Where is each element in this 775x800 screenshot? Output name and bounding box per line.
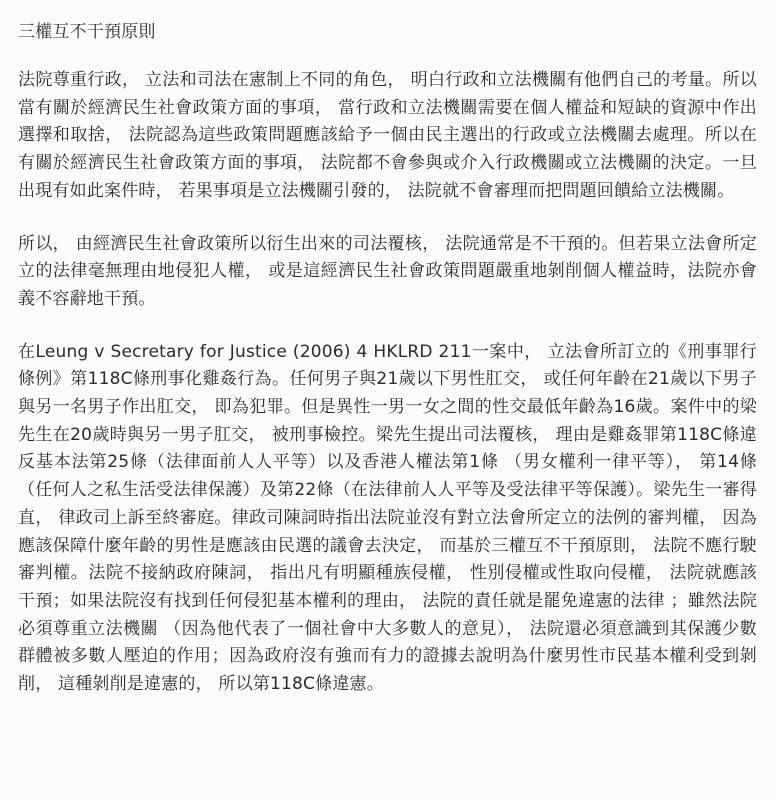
paragraph-1: 法院尊重行政， 立法和司法在憲制上不同的角色， 明白行政和立法機關有他們自己的考量。所以當有關於經濟民生社會政策方面的事項， 當行政和立法機關需要在個人權益和短缺的資源中作出選擇和取捨， 法院認為這些政策問題應該給予一個由民主選出的行政或立法機關去處理。所以在有關於經濟民生社會政策方面的事項， 法院都不會參與或介入行政機關或立法機關的決定。一旦出現有如此案件時， 若果事項是立法機關引發的， 法院就不會審理而把問題回饋給立法機關。 xyxy=(18,70,757,201)
section-heading: 三權互不干預原則 xyxy=(18,22,156,42)
paragraph-2: 所以， 由經濟民生社會政策所以衍生出來的司法覆核， 法院通常是不干預的。但若果立法會所定立的法律毫無理由地侵犯人權， 或是這經濟民生社會政策問題嚴重地剝削個人權益時，法院亦會義不容辭地干預。 xyxy=(18,233,757,309)
paragraph-3: 在Leung v Secretary for Justice (2006) 4 HKLRD 211一案中， 立法會所訂立的《刑事罪行條例》第118C條刑事化雞姦行為。任何男子與21歲以下男性肛交， 或任何年齡在21歲以下男子與另一名男子作出肛交， 即為犯罪。但是異性一男一女之間的性交最低年齡為16歲。案件中的梁先生在20歲時與另一男子肛交， 被刑事檢控。梁先生提出司法覆核， 理由是雞姦罪第118C條違反基本法第25條（法律面前人人平等）以及香港人權法第1條 （男女權利一律平等）， 第14條（任何人之私生活受法律保護）及第22條（在法律前人人平等及受法律平等保護）。梁先生一審得直， 律政司上訴至終審庭。律政司陳詞時指出法院並沒有對立法會所定立的法例的審判權， 因為應該保障什麼年齡的男性是應該由民選的議會去決定， 而基於三權互不干預原則， 法院不應行駛審判權。法院不接納政府陳詞， 指出凡有明顯種族侵權， 性別侵權或性取向侵權， 法院就應該干預；如果法院沒有找到任何侵犯基本權利的理由， 法院的責任就是罷免違憲的法律 ；雖然法院必須尊重立法機關 （因為他代表了一個社會中大多數人的意見）， 法院還必須意識到其保護少數群體被多數人壓迫的作用；因為政府沒有強而有力的證據去說明為什麼男性市民基本權利受到剝削， 這種剝削是違憲的， 所以第118C條違憲。 xyxy=(18,341,757,695)
